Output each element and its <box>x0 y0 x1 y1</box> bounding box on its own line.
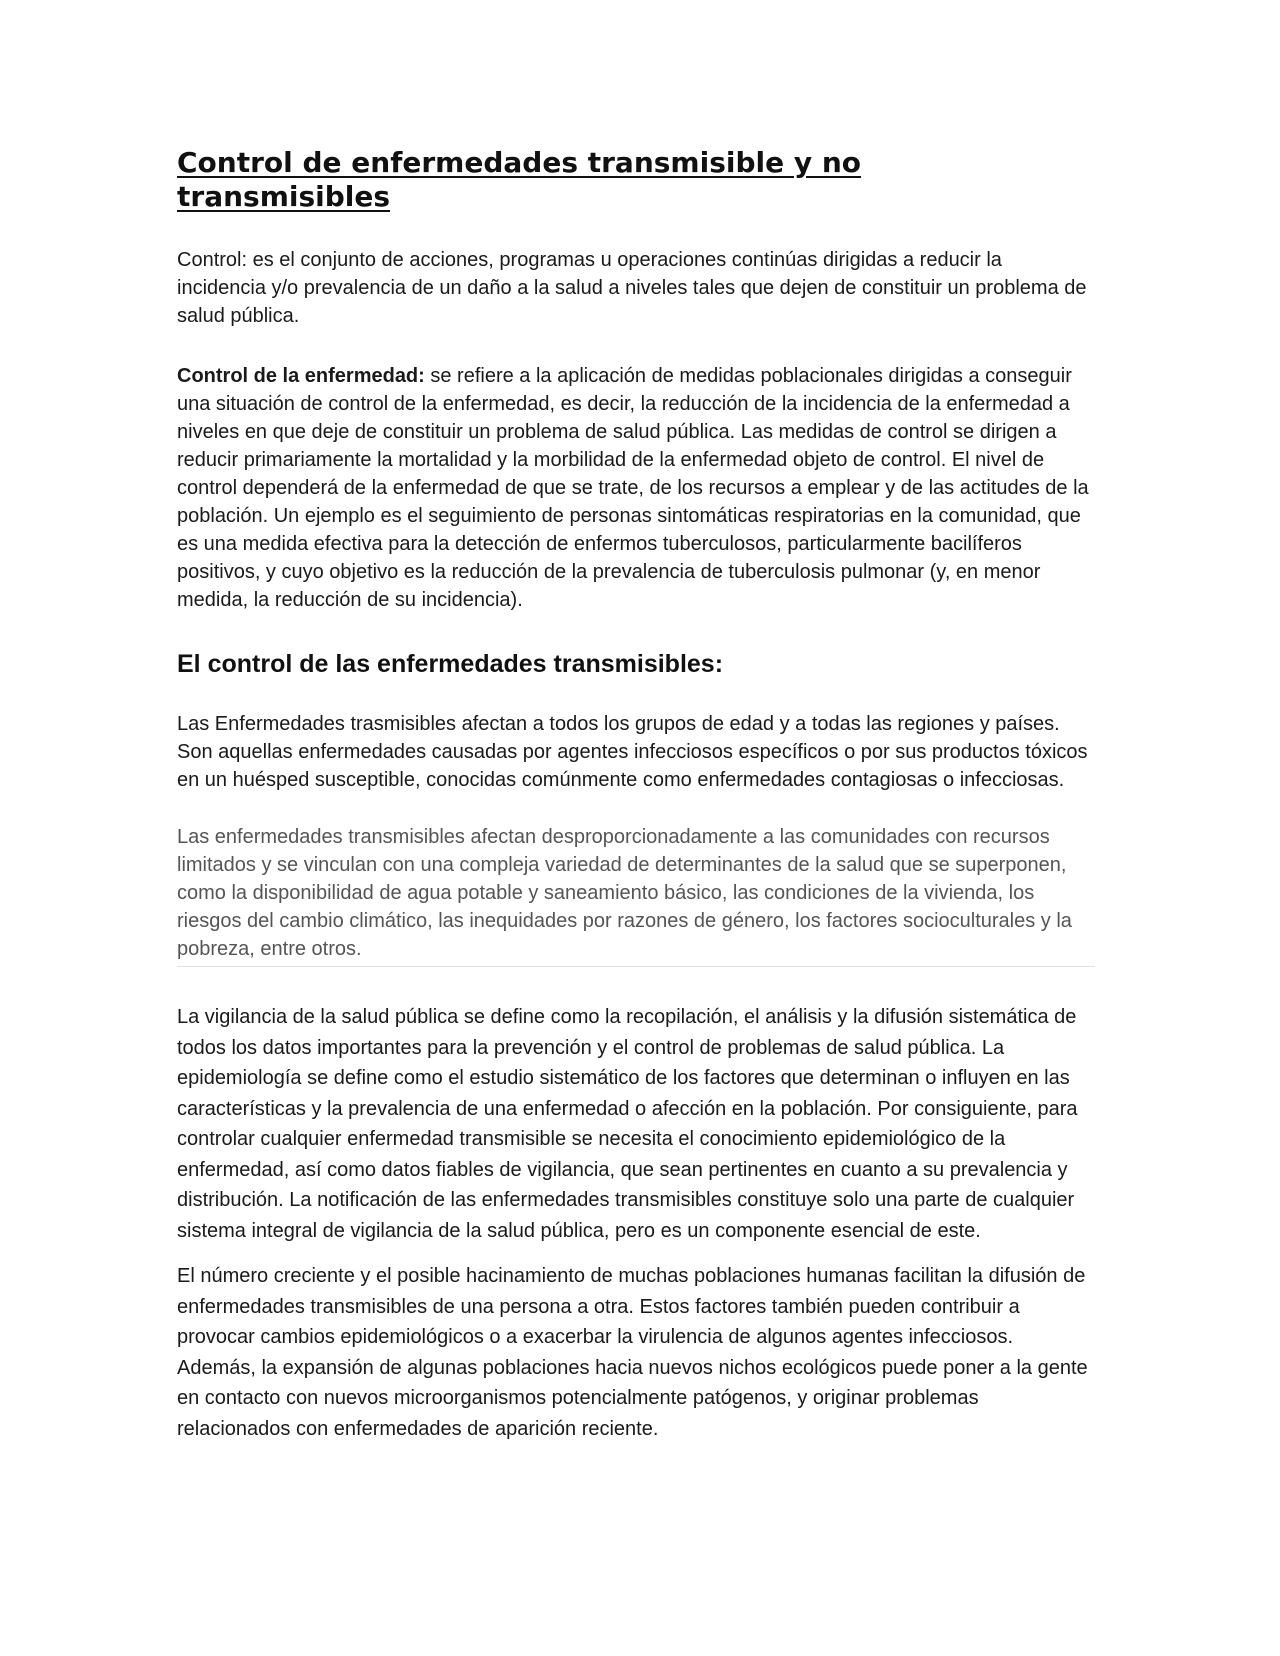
population-growth-paragraph: El número creciente y el posible hacinamiento de muchas poblaciones humanas facilitan la difusión de enfermedades transmisibles de una persona a otra. Estos factores también pueden contribuir a provocar cambios epidemiológicos o a exacerbar la virulencia de algunos agentes infecciosos. Además, la expansión de algunas poblaciones hacia nuevos nichos ecológicos puede poner a la gente en contacto con nuevos microorganismos potencialmente patógenos, y originar problemas relacionados con enfermedades de aparición reciente. <box>177 1265 1088 1440</box>
section-heading-transmissible: El control de las enfermedades transmisibles: <box>177 650 724 678</box>
document-body <box>177 146 1095 1444</box>
quoted-paragraph: Las enfermedades transmisibles afectan desproporcionadamente a las comunidades con recursos limitados y se vinculan con una compleja variedad de determinantes de la salud que se superponen, como la disponibilidad de agua potable y saneamiento básico, las condiciones de la vivienda, los riesgos del cambio climático, las inequidades por razones de género, los factores socioculturales y la pobreza, entre otros. <box>177 823 1095 967</box>
disease-control-label: Control de la enfermedad: <box>177 365 425 387</box>
surveillance-paragraph: La vigilancia de la salud pública se define como la recopilación, el análisis y la difusión sistemática de todos los datos importantes para la prevención y el control de problemas de salud pública. La epidemiología se define como el estudio sistemático de los factores que determinan o influyen en las características y la prevalencia de una enfermedad o afección en la población. Por consiguiente, para controlar cualquier enfermedad transmisible se necesita el conocimiento epidemiológico de la enfermedad, así como datos fiables de vigilancia, que sean pertinentes en cuanto a su prevalencia y distribución. La notificación de las enfermedades transmisibles constituye solo una parte de cualquier sistema integral de vigilancia de la salud pública, pero es un componente esencial de este. <box>177 1006 1078 1242</box>
disease-control-text: se refiere a la aplicación de medidas poblacionales dirigidas a conseguir una situación de control de la enfermedad, es decir, la reducción de la incidencia de la enfermedad a niveles en que deje de constituir un problema de salud pública. Las medidas de control se dirigen a reducir primariamente la mortalidad y la morbilidad de la enfermedad objeto de control. El nivel de control dependerá de la enfermedad de que se trate, de los recursos a emplear y de las actitudes de la población. Un ejemplo es el seguimiento de personas sintomáticas respiratorias en la comunidad, que es una medida efectiva para la detección de enfermos tuberculosos, particularmente bacilíferos positivos, y cuyo objetivo es la reducción de la prevalencia de tuberculosis pulmonar (y, en menor medida, la reducción de su incidencia). <box>177 365 1089 611</box>
control-definition-paragraph: Control: es el conjunto de acciones, programas u operaciones continúas dirigidas a reducir la incidencia y/o prevalencia de un daño a la salud a niveles tales que dejen de constituir un problema de salud pública. <box>177 249 1087 327</box>
transmissible-intro-paragraph: Las Enfermedades trasmisibles afectan a todos los grupos de edad y a todas las regiones y países. Son aquellas enfermedades causadas por agentes infecciosos específicos o por sus productos tóxicos en un huésped susceptible, conocidas comúnmente como enfermedades contagiosas o infecciosas. <box>177 713 1088 791</box>
document-title: Control de enfermedades transmisible y no transmisibles <box>177 146 862 213</box>
disease-control-paragraph <box>177 362 1095 614</box>
